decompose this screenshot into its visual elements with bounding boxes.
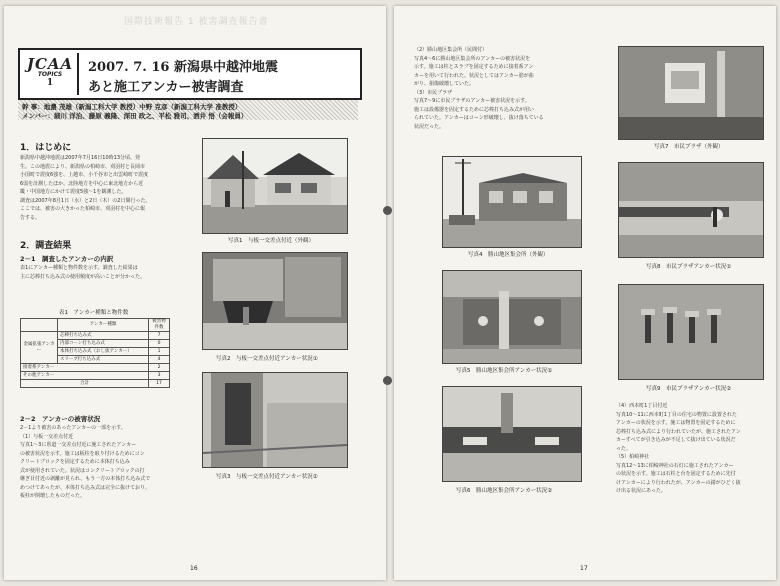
right-column-text-bottom: （4）西本町1丁目付近 写真10～11に西本町1丁目の住宅の物置に設置された アンカーの状況を示す。施工は物置を固定するために 芯棒打ち込み式により行われていたが、施工されたアン カーすべてが引き込みが不足して抜け出ている状況だ った。 （5）柏崎神社 写真12～13に柏崎神社の石灯に施工されたアンカー の状況を示す。施工は石柱と台を固定するために先付 けアンカーにより行われたが、アンカーの錆がひどく抜 け出る状況にあった。 [616, 403, 741, 494]
table-cell: 17 [149, 380, 170, 388]
photo-8-caption: 写真8 市民プラザアンカー状況① [646, 264, 732, 270]
right-page [394, 6, 776, 580]
photo-7 [618, 46, 764, 140]
photo-3 [202, 372, 348, 468]
section-2-1-text: 表1にアンカー種類と物件数を示す。調査した結果は 主に芯棒打ち込み式の使用頻度が高いことが分かった。 [20, 265, 146, 280]
byline-leader: 幹 事：地濃 茂雄（新潟工科大学 教授）中野 克彦（新潟工科大学 准教授） [22, 103, 242, 111]
photo-7-caption: 写真7 市民プラザ（外観） [654, 144, 724, 150]
table-cell: 合計 [21, 380, 149, 388]
jcaa-topics-logo [23, 53, 79, 95]
title-line-2: あと施工アンカー被害調査 [88, 80, 244, 95]
section-1-text: 新潟県中越沖地震は2007年7月16日10時13分頃、発 生。この地震により、新潟県の柏崎市、刈羽村と長岡市 小国町で震度6強を、上越市、小千谷市と出雲崎町で震度 6弱を計測したほか、北陸地方を中心に東北地方から近 畿・中国地方にかけて震度5強～1を観測した。 調査は2007年8月1日（水）と2日（木）の2日間行った。 ここでは、被害の大きかった柏崎市、刈羽村を中心に報 告する。 [20, 155, 151, 221]
logo-number: 1 [46, 78, 54, 88]
table-cell: 芯棒打ち込み式 [58, 332, 149, 340]
photo-4-caption: 写真4 勝山地区集会所（外観） [468, 252, 549, 258]
photo-5 [442, 270, 582, 364]
table-1-caption: 表1 アンカー種類と物件数 [59, 310, 129, 316]
photo-3-image [203, 373, 347, 467]
photo-4-image [443, 157, 581, 247]
photo-3-caption: 写真3 与板一交差点付近アンカー状況② [216, 474, 318, 480]
table-cell: スリーブ打ち込み式 [58, 356, 149, 364]
page-number-right: 17 [580, 565, 588, 572]
table-total-row [21, 380, 170, 388]
byline-members: メンバー：細川 洋治、藤原 義隆、深田 政之、平松 雅司、酒井 悟（会報員） [22, 112, 248, 120]
left-page [4, 6, 386, 580]
table-row [21, 364, 170, 372]
photo-2-caption: 写真2 与板一交差点付近アンカー状況① [216, 356, 318, 362]
table-header-count: 被害物件数 [149, 319, 170, 332]
photo-2 [202, 252, 348, 350]
table-cell: 3 [149, 372, 170, 380]
photo-4 [442, 156, 582, 248]
photo-6-image [443, 387, 581, 481]
binding-hole [383, 206, 392, 215]
table-cell: 0 [149, 340, 170, 348]
table-cell: 内部コーン打ち込み式 [58, 340, 149, 348]
logo-brand: JCAA [26, 55, 74, 73]
title-line-1: 2007. 7. 16 新潟県中越沖地震 [88, 60, 278, 75]
table-row [21, 332, 170, 340]
photo-8-image [619, 163, 763, 257]
section-2-2-text: 2－1より被害のあったアンカーの一部を示す。 （1）与板一交差点付近 写真1～3に県道一交差点付近に施工されたアンカー の被害状況を示す。施工は板柱を取り付けるためにコン クリートブロックを固定するために本体打ち込み 式が使用されていた。状況はコンクリートブロックの打 継ぎ目付近の剥離が見られ、もう一方の本体打ち込み式で めつけてあったが、本体打ち込み式は完全に抜けており、 板柱が倒壊したものだった。 [20, 425, 151, 499]
table-header-type: アンカー種類 [58, 319, 149, 332]
photo-1-image [203, 139, 347, 233]
table-cell: 4 [149, 356, 170, 364]
table-cell: 7 [149, 332, 170, 340]
faint-running-header: 国際技術報告 1 被害調査報告書 [124, 17, 269, 27]
table-group-label: 金属拡張アンカー [21, 332, 58, 364]
section-2-1-heading: 2－1 調査したアンカーの内訳 [20, 255, 114, 263]
photo-1 [202, 138, 348, 234]
table-cell: 1 [149, 348, 170, 356]
photo-9 [618, 284, 764, 380]
photo-6-caption: 写真6 勝山地区集会所アンカー状況② [456, 488, 553, 494]
photo-5-image [443, 271, 581, 363]
photo-9-image [619, 285, 763, 379]
table-cell: その他アンカー [21, 372, 149, 380]
photo-7-image [619, 47, 763, 139]
table-header-row [21, 319, 170, 332]
logo-sub: TOPICS [37, 71, 63, 78]
table-cell: 本体打ち込み式（おし抜アンカー） [58, 348, 149, 356]
photo-1-caption: 写真1 与板一交差点付近（外観） [228, 238, 315, 244]
article-header [18, 48, 362, 100]
photo-2-image [203, 253, 347, 349]
page-number-left: 16 [190, 565, 198, 572]
binding-hole [383, 376, 392, 385]
photo-5-caption: 写真5 勝山地区集会所アンカー状況① [456, 368, 553, 374]
photo-6 [442, 386, 582, 482]
photo-9-caption: 写真9 市民プラザアンカー状況② [646, 386, 732, 392]
table-cell: 接着系アンカー [21, 364, 149, 372]
right-column-text-top: （2）勝山地区集会所（民間付） 写真4～6に勝山地区集会所のアンカーの被害状況を 示す。施工は柱とスラブを固定するために接着系アン カーを用いて行われた。状況としてはアンカー筋が曲 がり、損傷破壊していた。 （3）市民プラザ 写真7～9に市民プラザのアンカー被害状況を示す。 施工は設備器を固定するために芯棒打ち込み式が用い られていた。アンカーはコーン形破壊し、抜け落ちている 状況だった。 [414, 47, 544, 130]
anchor-type-table [20, 318, 170, 388]
section-1-heading: 1．はじめに [20, 143, 72, 153]
table-row [21, 372, 170, 380]
photo-8 [618, 162, 764, 258]
section-2-heading: 2．調査結果 [20, 241, 72, 251]
section-2-2-heading: 2－2 アンカーの被害状況 [20, 415, 101, 423]
table-cell: 2 [149, 364, 170, 372]
